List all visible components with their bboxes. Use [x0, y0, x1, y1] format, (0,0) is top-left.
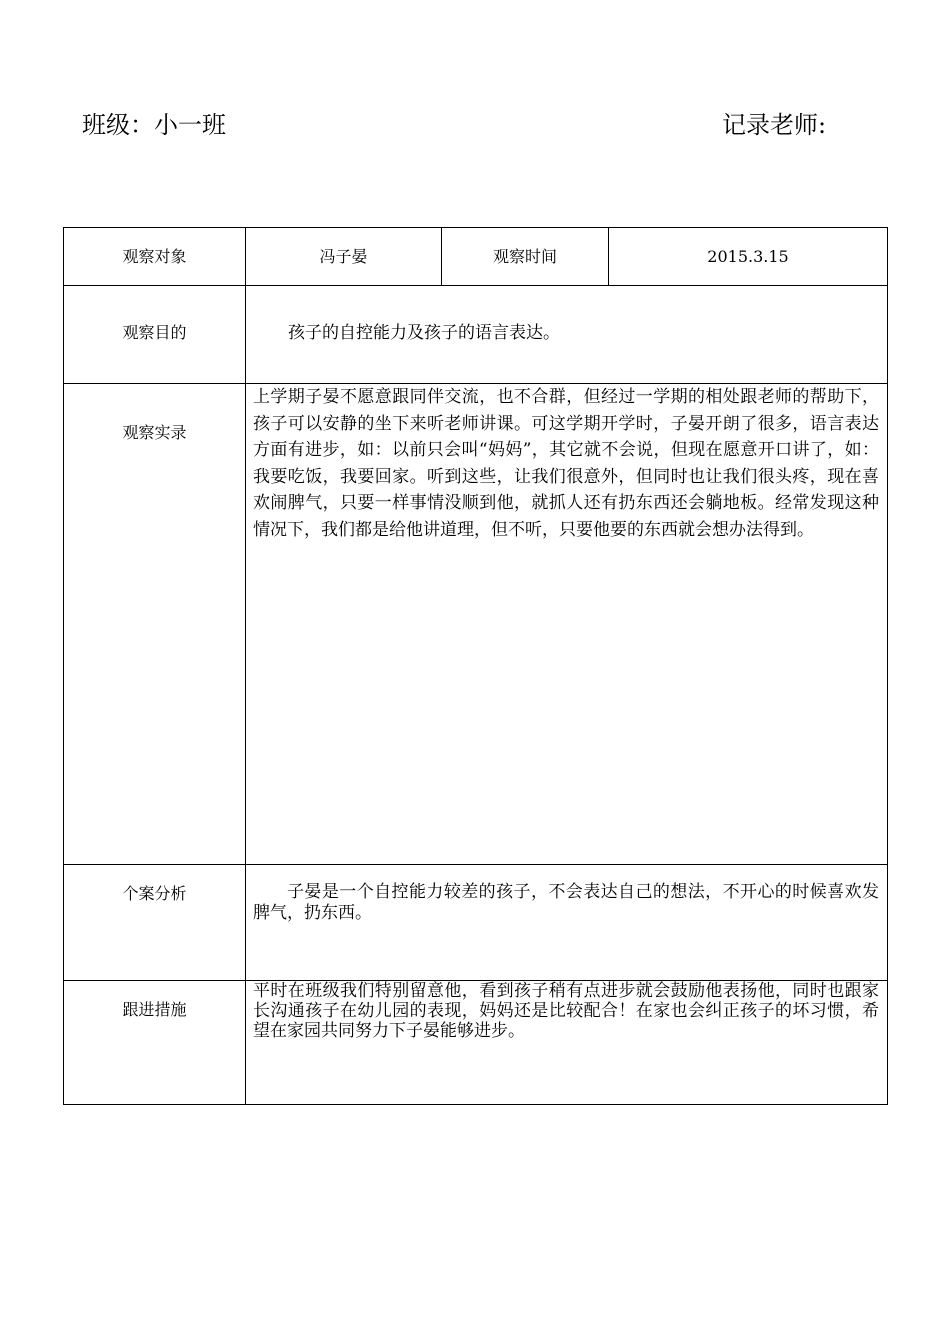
record-label-cell	[64, 384, 246, 865]
analysis-row	[64, 865, 888, 981]
time-value: 2015.3.15	[707, 246, 789, 266]
subject-label-cell	[64, 228, 246, 286]
time-value-cell	[609, 228, 888, 286]
subject-name: 冯子晏	[319, 246, 368, 266]
class-label: 班级：小一班	[82, 111, 226, 139]
analysis-text: 子晏是一个自控能力较差的孩子，不会表达自己的想法，不开心的时候喜欢发脾气，扔东西。	[253, 882, 879, 923]
subject-name-cell	[246, 228, 442, 286]
observation-record-table	[63, 227, 888, 1105]
analysis-label: 个案分析	[122, 884, 187, 903]
followup-text: 平时在班级我们特别留意他，看到孩子稍有点进步就会鼓励他表扬他，同时也跟家长沟通孩子在幼儿园的表现，妈妈还是比较配合！在家也会纠正孩子的坏习惯，希望在家园共同努力下子晏能够进步。	[253, 981, 879, 1041]
time-label: 观察时间	[492, 246, 557, 266]
purpose-text: 孩子的自控能力及孩子的语言表达。	[288, 323, 560, 343]
followup-label: 跟进措施	[122, 1000, 187, 1019]
analysis-text-cell	[246, 865, 888, 981]
subject-label: 观察对象	[122, 246, 187, 266]
followup-row	[64, 981, 888, 1105]
time-label-cell	[442, 228, 609, 286]
purpose-row	[64, 286, 888, 384]
record-text: 上学期子晏不愿意跟同伴交流，也不合群，但经过一学期的相处跟老师的帮助下，孩子可以安静的坐下来听老师讲课。可这学期开学时，子晏开朗了很多，语言表达方面有进步，如：以前只会叫“妈妈”，其它就不会说，但现在愿意开口讲了，如：我要吃饭，我要回家。听到这些，让我们很意外，但同时也让我们很头疼，现在喜欢闹脾气，只要一样事情没顺到他，就抓人还有扔东西还会躺地板。经常发现这种情况下，我们都是给他讲道理，但不听，只要他要的东西就会想办法得到。	[253, 387, 879, 540]
record-row	[64, 384, 888, 865]
subject-row	[64, 228, 888, 286]
record-label: 观察实录	[122, 423, 187, 442]
purpose-label-cell	[64, 286, 246, 384]
recording-teacher-label: 记录老师:	[722, 111, 827, 139]
followup-label-cell	[64, 981, 246, 1105]
record-text-cell	[246, 384, 888, 865]
analysis-label-cell	[64, 865, 246, 981]
followup-text-cell	[246, 981, 888, 1105]
purpose-text-cell	[246, 286, 888, 384]
purpose-label: 观察目的	[122, 323, 187, 342]
